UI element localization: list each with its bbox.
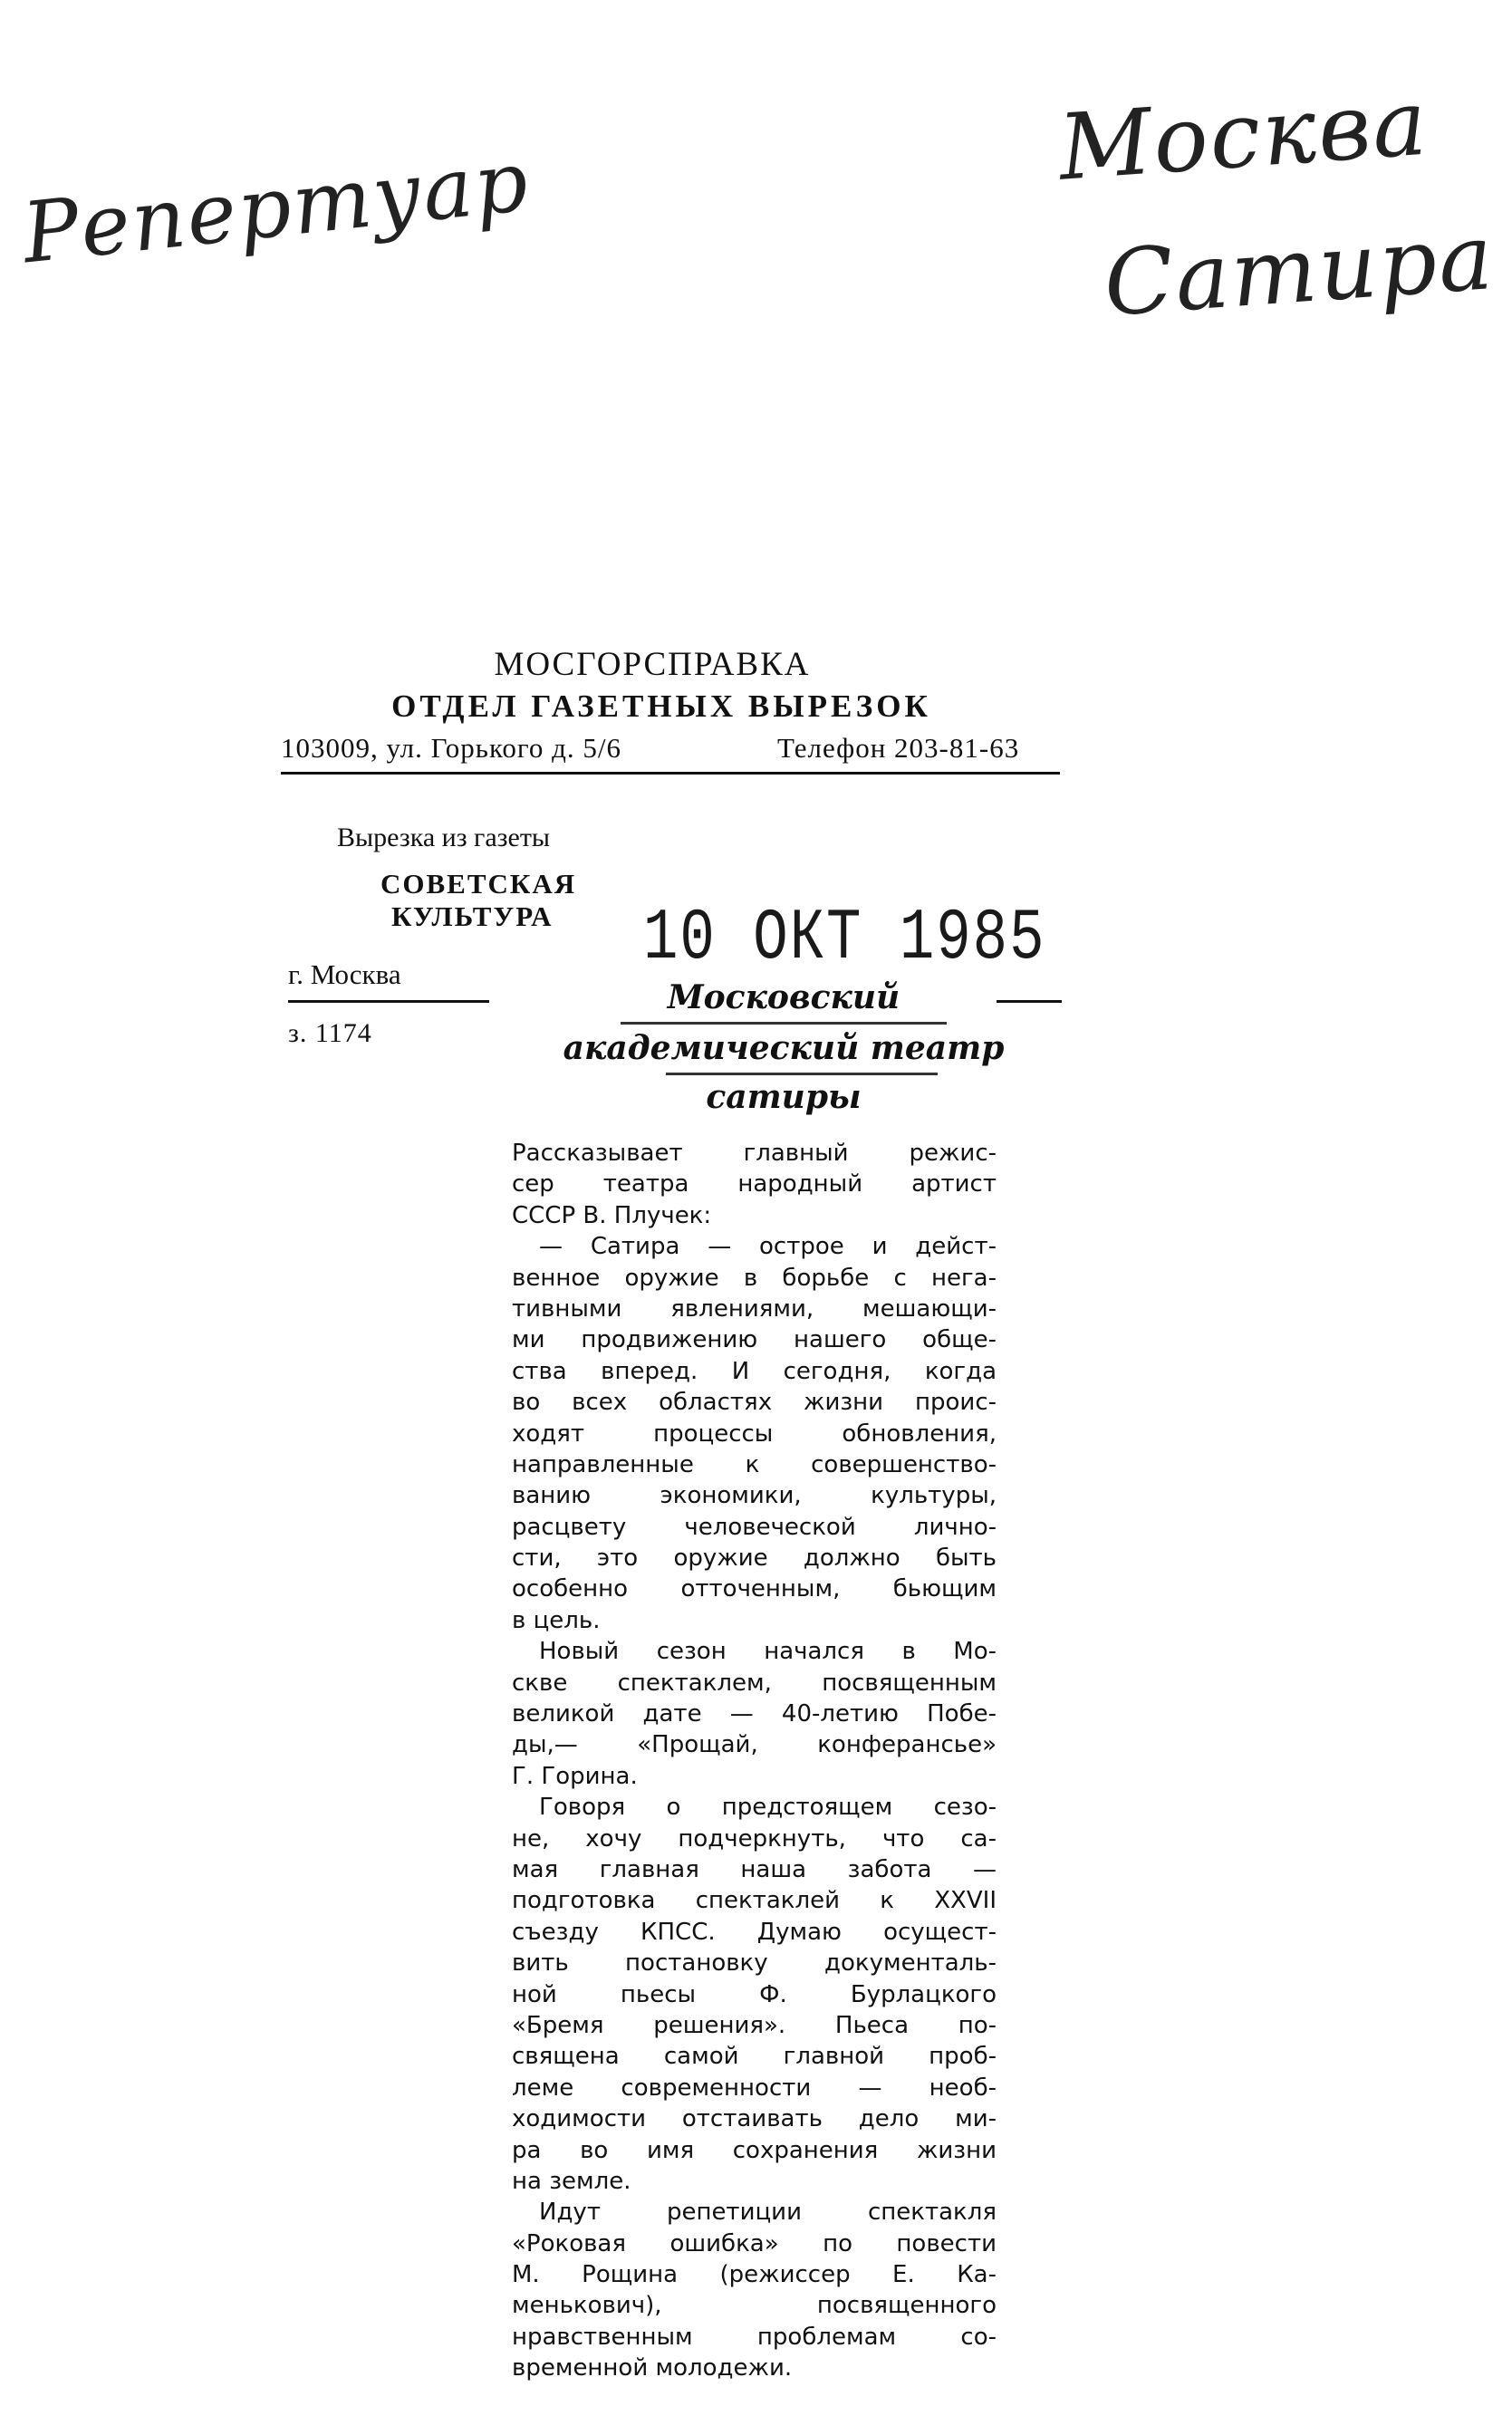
article-line: не, хочу подчеркнуть, что са-: [512, 1824, 997, 1853]
article-line: «Бремя решения». Пьеса по-: [512, 2011, 997, 2039]
article-line: ми продвижению нашего обще-: [512, 1326, 997, 1354]
title-underline: [666, 1073, 938, 1075]
article-line: на земле.: [512, 2167, 631, 2195]
article-line: менькович), посвященного: [512, 2292, 997, 2320]
article-line: подготовка спектаклей к XXVII: [512, 1887, 997, 1915]
agency-phone: Телефон 203-81-63: [777, 732, 1020, 764]
article-line: венное оружие в борьбе с нега-: [512, 1264, 997, 1292]
article-line: сти, это оружие должно быть: [512, 1545, 997, 1573]
article-line: леме современности — необ-: [512, 2074, 997, 2102]
header-divider: [281, 772, 1060, 775]
article-line: мая главная наша забота —: [512, 1855, 997, 1883]
article-line: нравственным проблемам со-: [512, 2323, 997, 2351]
article-title-line-2: академический театр: [563, 1029, 1005, 1067]
article-line: Говоря о предстоящем сезо-: [539, 1794, 997, 1822]
article-line: — Сатира — острое и дейст-: [539, 1233, 997, 1261]
city-divider: [288, 1000, 489, 1003]
article-line: особенно отточенным, бьющим: [512, 1575, 997, 1603]
article-line: съезду КПСС. Думаю осущест-: [512, 1918, 997, 1946]
article-line: Рассказывает главный режис-: [512, 1140, 997, 1167]
article-line: направленные к совершенство-: [512, 1450, 997, 1478]
agency-department: ОТДЕЛ ГАЗЕТНЫХ ВЫРЕЗОК: [391, 688, 931, 724]
article-line: Г. Горина.: [512, 1762, 638, 1790]
article-line: Новый сезон начался в Мо-: [539, 1638, 997, 1666]
article-line: ходимости отстаивать дело ми-: [512, 2105, 997, 2133]
article-line: великой дате — 40-летию Побе-: [512, 1700, 997, 1728]
date-stamp: 10 ОКТ 1985: [643, 899, 1046, 980]
article-line: вить постановку документаль-: [512, 1949, 997, 1978]
agency-name: МОСГОРСПРАВКА: [494, 646, 811, 683]
article-line: ства вперед. И сегодня, когда: [512, 1357, 997, 1385]
handwritten-note-city: Москва: [1055, 69, 1432, 201]
article-line: Идут репетиции спектакля: [539, 2199, 997, 2227]
agency-address: 103009, ул. Горького д. 5/6: [281, 732, 622, 764]
handwritten-note-theatre: Сатира: [1101, 203, 1498, 337]
article-line: «Роковая ошибка» по повести: [512, 2229, 997, 2257]
article-line: ды,— «Прощай, конферансье»: [512, 1731, 997, 1759]
article-line: СССР В. Плучек:: [512, 1201, 712, 1229]
article-line: в цель.: [512, 1606, 601, 1634]
article-line: временной молодежи.: [512, 2354, 793, 2382]
article-title-line-1: Московский: [667, 978, 900, 1016]
article-line: скве спектаклем, посвященным: [512, 1669, 997, 1697]
newspaper-name-line-1: СОВЕТСКАЯ: [380, 868, 577, 900]
article-line: тивными явлениями, мешающи-: [512, 1294, 997, 1323]
clip-label: Вырезка из газеты: [337, 823, 551, 852]
title-underline: [621, 1022, 947, 1025]
newspaper-name-line-2: КУЛЬТУРА: [391, 900, 554, 932]
article-line: ванию экономики, культуры,: [512, 1482, 997, 1510]
article-line: ной пьесы Ф. Бурлацкого: [512, 1980, 997, 2008]
article-body: [512, 1138, 997, 2384]
order-number: з. 1174: [288, 1018, 372, 1048]
article-title-line-3: сатиры: [706, 1078, 862, 1116]
article-line: ра во имя сохранения жизни: [512, 2136, 997, 2164]
article-line: М. Рощина (режиссер Е. Ка-: [512, 2261, 997, 2289]
newspaper-city: г. Москва: [288, 958, 401, 990]
article-line: сер театра народный артист: [512, 1170, 997, 1198]
article-line: во всех областях жизни проис-: [512, 1389, 997, 1417]
article-line: священа самой главной проб-: [512, 2043, 997, 2071]
article-line: расцвету человеческой лично-: [512, 1513, 997, 1541]
handwritten-note-repertoire: Репертуар: [18, 132, 534, 283]
article-line: ходят процессы обновления,: [512, 1420, 997, 1448]
